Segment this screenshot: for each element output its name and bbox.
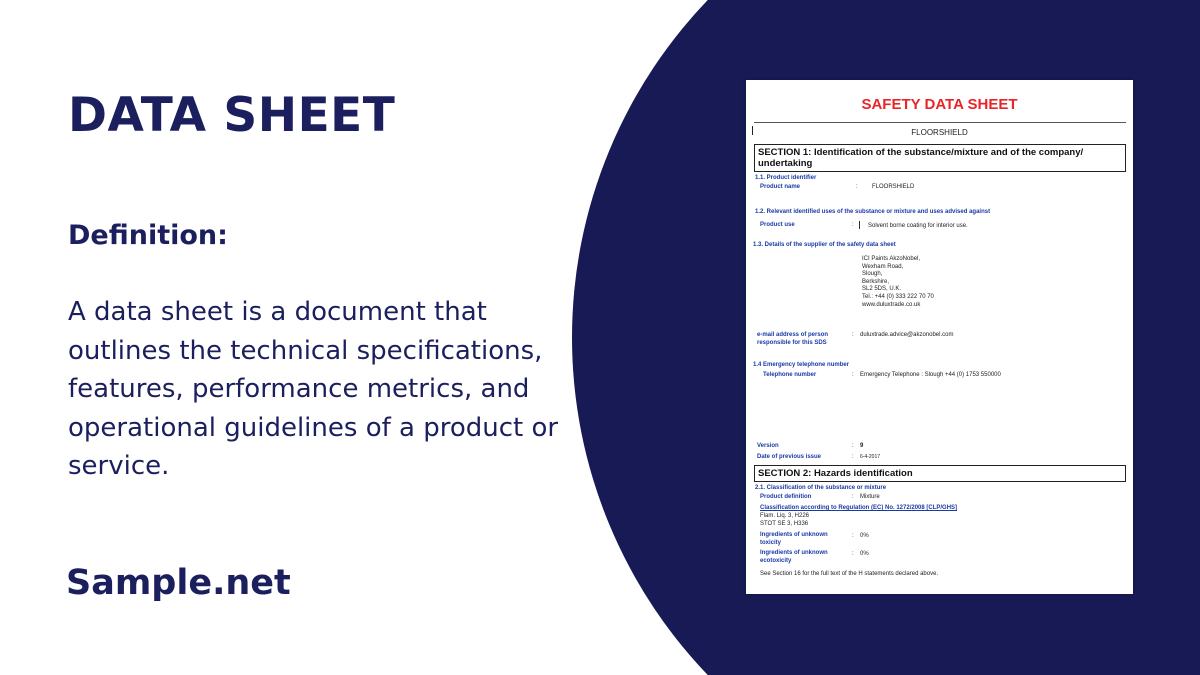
unknown-toxicity-value: 0%: [860, 533, 869, 539]
colon: :: [852, 494, 854, 500]
colon: :: [852, 443, 854, 449]
product-name-label: Product name: [760, 184, 801, 190]
doc-pipe-mark: [859, 221, 860, 229]
telephone-label: Telephone number: [763, 372, 817, 378]
previous-issue-label: Date of previous issue: [757, 454, 822, 460]
unknown-ecotoxicity-value: 0%: [860, 551, 869, 557]
previous-issue-value: 6-4-2017: [860, 454, 881, 460]
version-label: Version: [757, 443, 779, 449]
definition-label: Definition:: [68, 220, 228, 251]
unknown-ecotoxicity-label: Ingredients of unknown ecotoxicity: [760, 550, 828, 564]
colon: :: [852, 551, 854, 557]
section2-heading: SECTION 2: Hazards identification: [754, 465, 1126, 482]
address-line: www.duluxtrade.co.uk: [862, 301, 921, 308]
safety-data-sheet-image: [746, 80, 1133, 594]
classification-line: STOT SE 3, H336: [760, 521, 809, 527]
telephone-value: Emergency Telephone : Slough +44 (0) 1753 550000: [860, 372, 1001, 378]
address-line: ICI Paints AkzoNobel,: [862, 256, 921, 262]
product-name-value: FLOORSHIELD: [872, 184, 915, 190]
email-value: duluxtrade.advice@akzonobel.com: [860, 332, 954, 338]
colon: :: [856, 184, 858, 190]
definition-text: A data sheet is a document that outlines the technical specifications, features, performance metrics, and operational guidelines of a product or service.: [68, 297, 559, 481]
colon: :: [852, 372, 854, 378]
h-statements-footnote: See Section 16 for the full text of the H statements declared above.: [760, 571, 939, 577]
doc-product-name: FLOORSHIELD: [911, 128, 968, 137]
subsection-2-1: 2.1. Classification of the substance or mixture: [755, 485, 887, 491]
address-line: Tel.: +44 (0) 333 222 70 70: [862, 293, 934, 300]
page-title: DATA SHEET: [68, 88, 396, 143]
address-line: Berkshire,: [862, 278, 890, 285]
subsection-1-3: 1.3. Details of the supplier of the safety data sheet: [753, 242, 896, 248]
product-use-value: Solvent borne coating for interior use.: [868, 223, 968, 229]
product-use-label: Product use: [760, 222, 795, 228]
classification-link: Classification according to Regulation (EC) No. 1272/2008 [CLP/GHS]: [760, 505, 958, 511]
colon: :: [852, 332, 854, 338]
subsection-1-2: 1.2. Relevant identified uses of the substance or mixture and uses advised against: [755, 209, 991, 215]
address-line: SL2 5DS, U.K.: [862, 286, 902, 293]
subsection-1-4: 1.4 Emergency telephone number: [753, 362, 850, 368]
subsection-1-1: 1.1. Product identifier: [755, 175, 817, 181]
supplier-address: [862, 256, 934, 309]
unknown-toxicity-label: Ingredients of unknown toxicity: [760, 532, 828, 546]
product-definition-value: Mixture: [860, 494, 880, 500]
address-line: Slough,: [862, 271, 883, 278]
address-line: Wexham Road,: [862, 263, 904, 270]
product-definition-label: Product definition: [760, 494, 812, 500]
colon: :: [852, 222, 854, 228]
email-label: e-mail address of person responsible for this SDS: [757, 332, 829, 346]
doc-title: SAFETY DATA SHEET: [861, 96, 1018, 113]
colon: :: [852, 454, 854, 460]
brand-logo-text: Sample.net: [66, 563, 291, 603]
colon: :: [852, 533, 854, 539]
section1-heading: SECTION 1: Identification of the substance/mixture and of the company/ undertaking: [754, 144, 1126, 172]
version-value: 9: [860, 443, 864, 449]
doc-divider: [754, 122, 1126, 123]
classification-line: Flam. Liq. 3, H226: [760, 513, 810, 519]
